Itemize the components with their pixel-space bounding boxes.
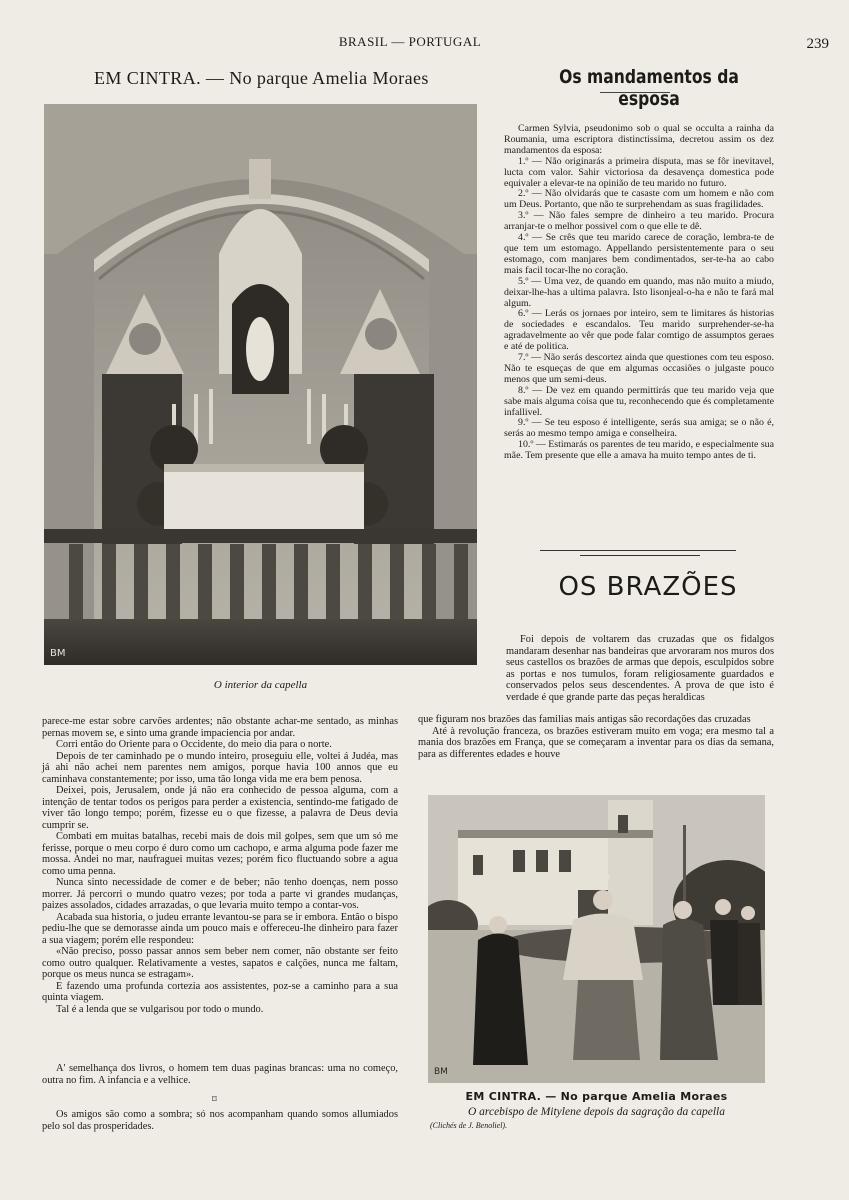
paragraph: Tal é a lenda que se vulgarisou por todo o mundo. bbox=[56, 1003, 264, 1015]
right-headline: Os mandamentos da esposa bbox=[559, 66, 739, 110]
paragraph: E fazendo uma profunda cortezia aos assistentes, poz-se a caminho para a sua quinta viagem. bbox=[42, 980, 398, 1003]
maxim-friends bbox=[42, 1109, 398, 1132]
paragraph: Foi depois de voltarem das cruzadas que os fidalgos mandaram desenhar nas bandeiras que arvoraram nos muros dos seus castellos os brazões de armas que depois, esculpidos sobre as portas e nos tumulos, foram religiosamente guardados e conservados pelos seus descendentes. A prova de que isto é verdade é que grande parte das peças heraldicas bbox=[506, 634, 774, 703]
paragraph: 3.º — Não fales sempre de dinheiro a teu marido. Procura arranjar-te o melhor possivel com o que elle te dê. bbox=[504, 210, 774, 233]
headline-rule bbox=[600, 92, 670, 93]
archbishop-caption-title: EM CINTRA. — No parque Amelia Moraes bbox=[465, 1090, 728, 1103]
archbishop-illustration bbox=[428, 795, 765, 1083]
brazoes-title: OS BRAZÕES bbox=[558, 572, 738, 602]
left-headline: EM CINTRA. — No parque Amelia Moraes bbox=[94, 68, 429, 88]
paragraph: «Não preciso, posso passar annos sem beber nem comer, não obstante ser feito como outro qualquer. Relativamente a vestes, sapatos e calções, nunca me faltam, porque os meus nunca se estragam». bbox=[42, 946, 398, 980]
paragraph: Carmen Sylvia, pseudonimo sob o qual se occulta a rainha da Roumania, uma escriptora distinctissima, decretou assim os dez mandamentos da esposa: bbox=[504, 123, 774, 156]
photo-monogram: BM bbox=[50, 648, 66, 659]
paragraph: que figuram nos brazões das familias mais antigas são recordações das cruzadas bbox=[418, 714, 751, 725]
paragraph: 4.º — Se crês que teu marido carece de coração, lembra-te de que tem um estomago. Appellando persistentemente para o seu estomago, com manjares bem condimentados, ser-te-ha ao cabo mais facil tocar-lhe no coração. bbox=[504, 232, 774, 276]
mandamentos-text bbox=[504, 124, 774, 462]
paragraph: Acabada sua historia, o judeu errante levantou-se para se ir embora. Então o bispo pediu-lhe que se demorasse ainda um pouco mais e offereceu-lhe dinheiro para fazer a sua viagem; porém elle respondeu: bbox=[42, 911, 398, 946]
paragraph: 10.º — Estimarás os parentes de teu marido, e especialmente sua mãe. Tem presente que elle a amava ha muito tempo antes de ti. bbox=[504, 439, 774, 462]
left-body-text bbox=[42, 716, 398, 1015]
chapel-interior-photo bbox=[44, 104, 477, 665]
paragraph: parece-me estar sobre carvões ardentes; não obstante achar-me sentado, as minhas pernas movem se, e sinto uma grande impaciencia por andar. bbox=[42, 716, 398, 739]
section-rule bbox=[540, 550, 736, 551]
paragraph: Corri então do Oriente para o Occidente, do meio dia para o norte. bbox=[56, 739, 332, 750]
paragraph: 6.º — Lerás os jornaes por inteiro, sem te limitares ás historias de sociedades e escandalos. Teu marido surprehender-se-ha agradavelmente ao vêr que pode falar comtigo de assumptos geraes e até de politica. bbox=[504, 308, 774, 353]
paragraph: 7.º — Não serás descortez ainda que questiones com teu esposo. Não te esqueças de que em algumas occasiões o julgaste pouco menos que um semi-deus. bbox=[504, 352, 774, 385]
maxim-books bbox=[42, 1063, 398, 1086]
paragraph: Depois de ter caminhado pe o mundo inteiro, proseguiu elle, voltei á Judéa, mas já ahi não achei nem parentes nem amigos, porque havia 100 annos que eu caminhava constantemente; por isso, uma tão longa vida me era bem penosa. bbox=[42, 750, 398, 785]
archbishop-photo bbox=[428, 795, 765, 1083]
brazoes-text-top bbox=[506, 634, 774, 703]
maxim-text: A' semelhança dos livros, o homem tem duas paginas brancas: uma no começo, outra no fim. A infancia e a velhice. bbox=[42, 1063, 398, 1086]
paragraph: 9.º — Se teu esposo é intelligente, serás sua amiga; se o não é, serás ao mesmo tempo amiga e conselheira. bbox=[504, 417, 774, 440]
paragraph: Deixei, pois, Jerusalem, onde já não era conhecido de pessoa alguma, com a intenção de tentar todos os perigos para perder a existencia, sentindo-me fatigado de viver tão longo tempo; porém, fizesse eu o que fizesse, a palavra de Deus devia cumprir se. bbox=[42, 785, 398, 831]
running-head: BRASIL — PORTUGAL bbox=[338, 34, 482, 49]
paragraph: 1.º — Não originarás a primeira disputa, mas se fôr inevitavel, lucta com valor. Sahir victoriosa da desavença domestica pode equivaler a elevar-te na opinião de teu marido no futuro. bbox=[504, 155, 774, 189]
page-number: 239 bbox=[806, 36, 829, 52]
paragraph: Nunca sinto necessidade de comer e de beber; não tenho doenças, nem posso morrer. Já percorri o mundo quatro vezes; por toda a parte vi grandes mudanças, paizes assolados, cidades arrazadas, o que levaria muito tempo a contar-vos. bbox=[42, 877, 398, 911]
maxim-text: Os amigos são como a sombra; só nos acompanham quando somos allumiados pelo sol das prosperidades. bbox=[42, 1109, 398, 1132]
paragraph: Combati em muitas batalhas, recebi mais de dois mil golpes, sem que um só me ferisse, porque o meu corpo é duro como um cachopo, e arma alguma pode fazer me mossa. Andei no mar, naufraguei muitas vezes; porém fico fluctuando sobre a agua como uma penna. bbox=[42, 831, 398, 877]
ornament: ⌑ bbox=[212, 1094, 217, 1104]
paragraph: 8.º — De vez em quando permittirás que teu marido veja que sabe mais alguma coisa que tu, reconhecendo que és completamente infallivel. bbox=[504, 384, 774, 418]
paragraph: 5.º — Uma vez, de quando em quando, mas não muito a miudo, deixar-lhe-has a ultima palavra. Isto lisonjeal-o-ha e não te fará mal algum. bbox=[504, 275, 774, 309]
archbishop-caption-sub: O arcebispo de Mitylene depois da sagração da capella bbox=[468, 1106, 725, 1118]
brazoes-text-wide bbox=[418, 714, 774, 760]
photo-monogram: BM bbox=[434, 1067, 448, 1077]
paragraph: 2.º — Não olvidarás que te casaste com um homem e não com um Deus. Portanto, que não te surprehendam as suas fragilidades. bbox=[504, 188, 774, 211]
paragraph: Até à revolução franceza, os brazões estiveram muito em voga; era mesmo tal a mania dos brazões em França, que se começaram a inventar para os dias da semana, para as differentes edades e houve bbox=[418, 725, 774, 760]
chapel-photo-caption: O interior da capella bbox=[213, 679, 308, 691]
section-rule bbox=[580, 555, 700, 556]
chapel-illustration bbox=[44, 104, 477, 665]
photo-credit: (Clichés de J. Benoliel). bbox=[430, 1121, 508, 1130]
